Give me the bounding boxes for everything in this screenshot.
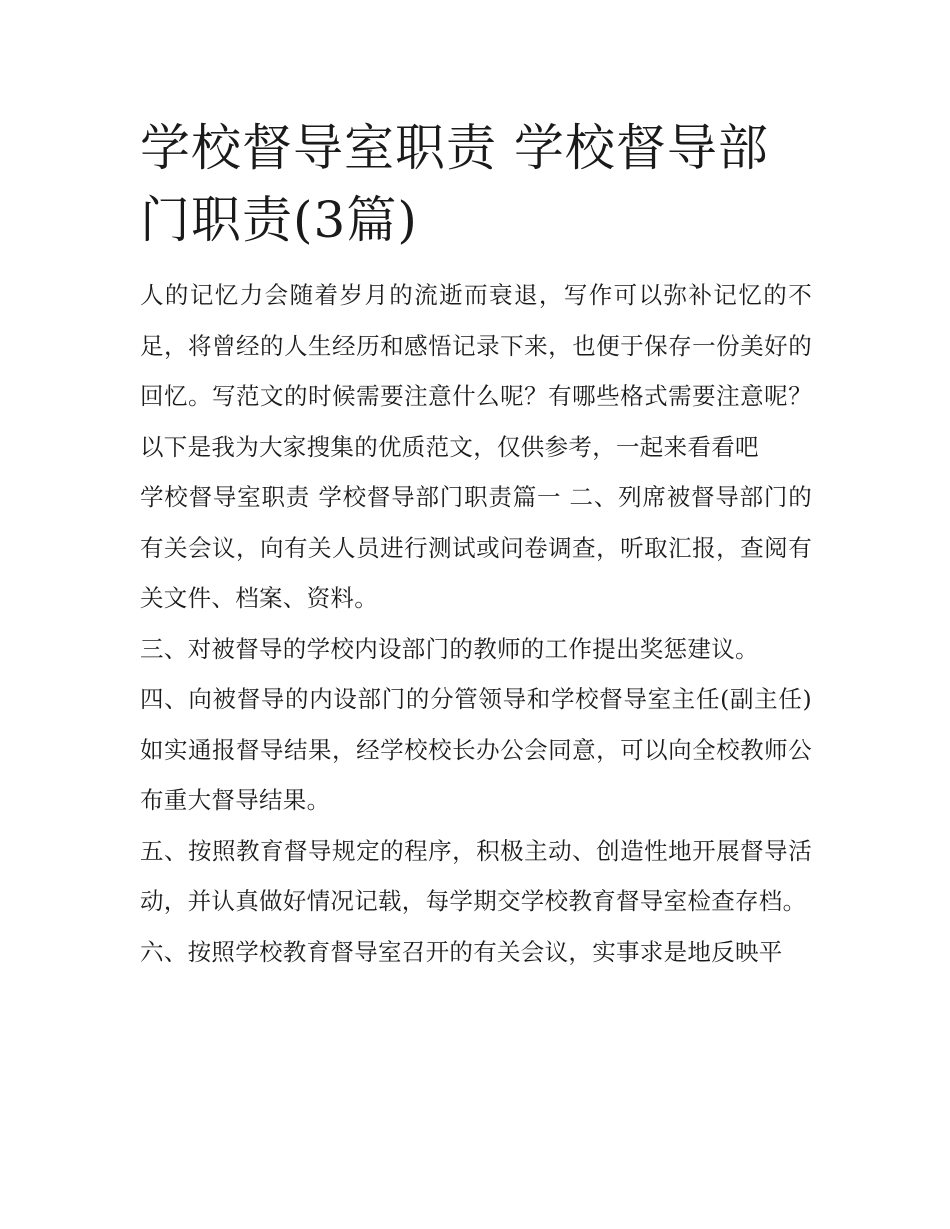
paragraph-item-3: 三、对被督导的学校内设部门的教师的工作提出奖惩建议。 [140, 634, 759, 663]
paragraph-item-5: 五、按照教育督导规定的程序，积极主动、创造性地开展督导活动，并认真做好情况记载，每学期交学校教育督导室检查存档。 [140, 836, 812, 915]
document-title: 学校督导室职责 学校督导部门职责(3篇) [140, 119, 769, 249]
paragraph-item-6: 六、按照学校教育督导室召开的有关会议，实事求是地反映平 [140, 937, 783, 966]
paragraph-intro: 人的记忆力会随着岁月的流逝而衰退，写作可以弥补记忆的不足，将曾经的人生经历和感悟记录下来，也便于保存一份美好的回忆。写范文的时候需要注意什么呢？有哪些格式需要注意呢？以下是我为大家搜集的优质范文，仅供参考，一起来看看吧 [140, 281, 812, 461]
paragraph-item-4: 四、向被督导的内设部门的分管领导和学校督导室主任(副主任)如实通报督导结果，经学校校长办公会同意，可以向全校教师公布重大督导结果。 [140, 685, 812, 814]
document-page [140, 112, 812, 977]
paragraph-item-2: 学校督导室职责 学校督导部门职责篇一 二、列席被督导部门的有关会议，向有关人员进行测试或问卷调查，听取汇报，查阅有关文件、档案、资料。 [140, 483, 812, 612]
